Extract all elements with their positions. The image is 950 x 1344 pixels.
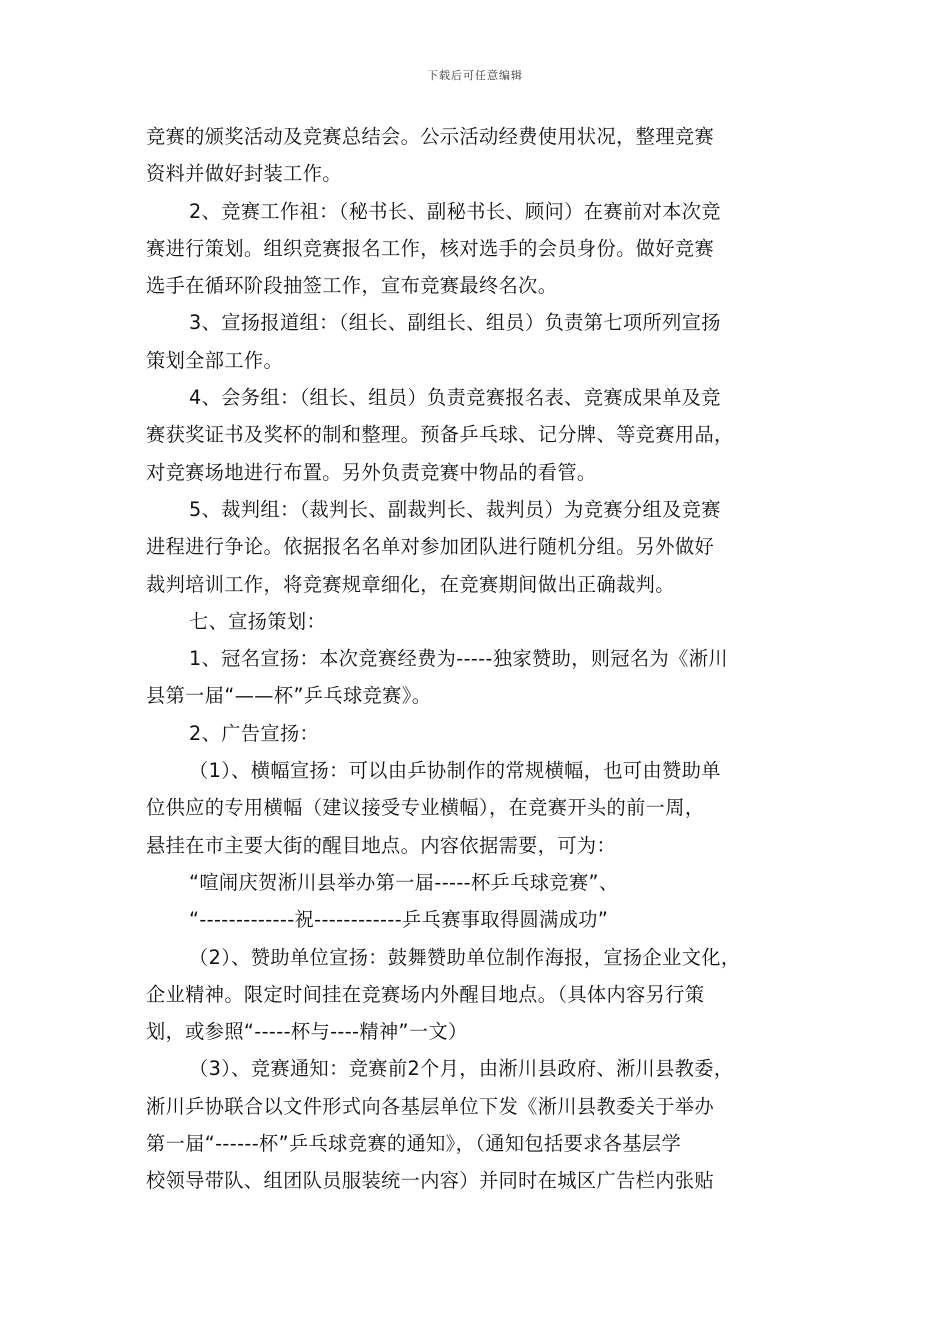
text-line: 七、宣扬策划： [189, 609, 327, 633]
text-line: 选手在循环阶段抽签工作，宣布竞赛最终名次。 [146, 274, 558, 298]
text-line: 裁判培训工作，将竞赛规章细化，在竞赛期间做出正确裁判。 [146, 572, 675, 596]
text-line: 进程进行争论。依据报名名单对参加团队进行随机分组。另外做好 [146, 535, 715, 559]
text-line: 第一届“------杯”乒乓球竞赛的通知》，（通知包括要求各基层学 [146, 1132, 682, 1156]
text-line: 对竞赛场地进行布置。另外负责竞赛中物品的看管。 [146, 460, 597, 484]
text-line: 赛获奖证书及奖杯的制和整理。预备乒乓球、记分牌、等竞赛用品， [146, 423, 734, 447]
text-line: 企业精神。限定时间挂在竞赛场内外醒目地点。（具体内容另行策 [146, 982, 705, 1006]
text-line: “-------------祝------------乒乓赛事取得圆满成功” [189, 908, 609, 932]
text-line: （2）、赞助单位宣扬：鼓舞赞助单位制作海报，宣扬企业文化， [189, 945, 741, 969]
text-line: 竞赛的颁奖活动及竞赛总结会。公示活动经费使用状况，整理竞赛 [146, 125, 715, 148]
text-line: 策划全部工作。 [146, 348, 284, 372]
page-header: 下载后可任意编辑 [427, 69, 523, 82]
text-line: 5、裁判组：（裁判长、副裁判长、裁判员）为竞赛分组及竞赛 [189, 497, 721, 521]
text-line: 划，或参照“-----杯与----精神”一文） [146, 1020, 468, 1044]
text-line: 位供应的专用横幅（建议接受专业横幅），在竞赛开头的前一周， [146, 796, 705, 820]
text-line: 4、会务组：（组长、组员）负责竞赛报名表、竞赛成果单及竞 [189, 386, 721, 410]
document-body [146, 118, 816, 1200]
text-line: 赛进行策划。组织竞赛报名工作，核对选手的会员身份。做好竞赛 [146, 236, 715, 260]
text-line: 2、竞赛工作祖：（秘书长、副秘书长、顾问）在赛前对本次竞 [189, 199, 721, 223]
text-line: “喧闹庆贺淅川县举办第一届-----杯乒乓球竞赛”、 [189, 870, 619, 894]
text-line: 1、冠名宣扬：本次竞赛经费为-----独家赞助，则冠名为《淅川 [189, 647, 728, 671]
text-line: 3、宣扬报道组：（组长、副组长、组员）负责第七项所列宣扬 [189, 311, 721, 335]
text-line: 资料并做好封装工作。 [146, 162, 342, 186]
text-line: （1）、横幅宣扬：可以由乒协制作的常规横幅，也可由赞助单 [189, 759, 721, 783]
text-line: 悬挂在市主要大街的醒目地点。内容依据需要，可为： [146, 833, 617, 857]
text-line: （3）、竞赛通知：竞赛前2个月，由淅川县政府、淅川县教委， [189, 1057, 734, 1081]
text-line: 校领导带队、组团队员服装统一内容）并同时在城区广告栏内张贴 [146, 1169, 715, 1193]
text-line: 2、广告宣扬： [189, 721, 320, 745]
text-line: 县第一届“——杯”乒乓球竞赛》。 [146, 684, 432, 708]
text-line: 淅川乒协联合以文件形式向各基层单位下发《淅川县教委关于举办 [146, 1094, 715, 1118]
